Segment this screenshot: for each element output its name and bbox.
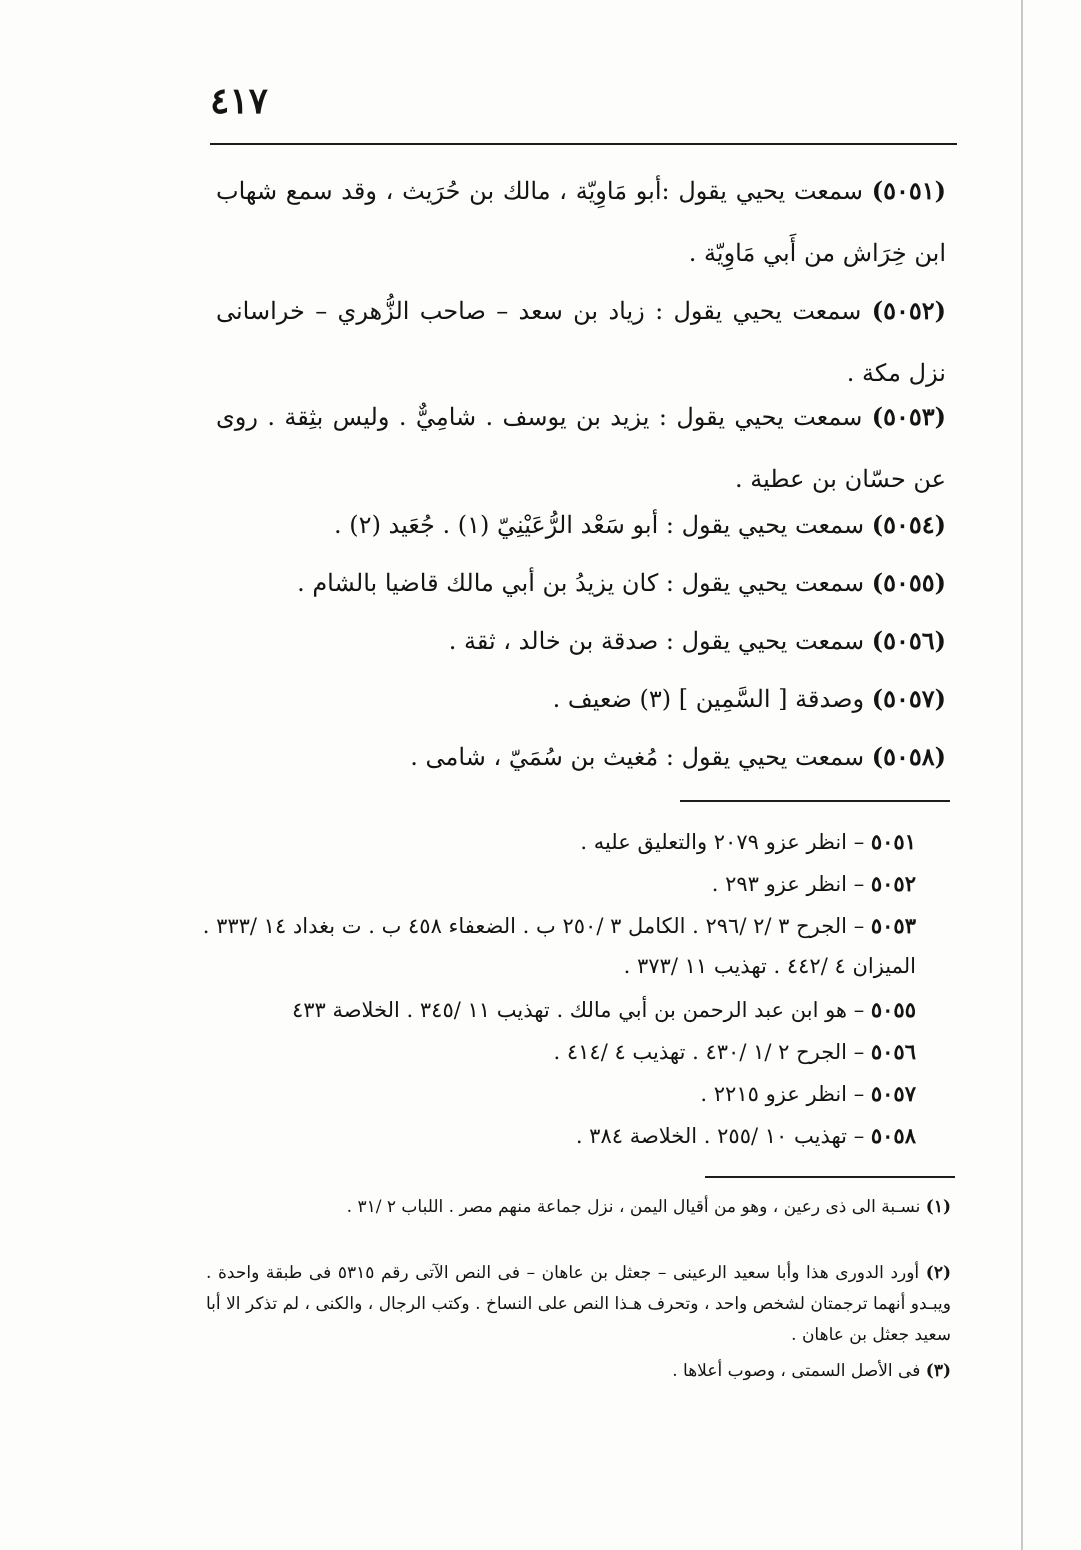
entry-text: سمعت يحيي يقول : يزيد بن يوسف . شامِيٌّ . وليس بثِقة . روى عن حسّان بن عطية . xyxy=(216,403,946,493)
entry-number: (٥٠٥٢) xyxy=(871,296,946,325)
entry-number: (٥٠٥٦) xyxy=(871,626,946,655)
entry-number: (٥٠٥٤) xyxy=(871,510,946,539)
note-text: الجرح ٣ /٢ /٢٩٦ . الكامل ٣ /٢٥٠ ب . الضعفاء ٤٥٨ ب . ت بغداد ١٤ /٣٣٣ . الميزان ٤ /٤٤٢ . تهذيب ١١ /٣٧٣ . xyxy=(202,914,916,978)
entry-number: (٥٠٥٣) xyxy=(871,402,946,431)
note-5053: ٥٠٥٣ – الجرح ٣ /٢ /٢٩٦ . الكامل ٣ /٢٥٠ ب . الضعفاء ٤٥٨ ب . ت بغداد ١٤ /٣٣٣ . الميزان ٤ /٤٤٢ . تهذيب ١١ /٣٧٣ . xyxy=(202,913,916,978)
entry-5058 xyxy=(216,726,946,788)
entry-number: (٥٠٥٥) xyxy=(871,568,946,597)
footnote-2 xyxy=(206,1258,951,1351)
page-edge-line xyxy=(1021,0,1023,1550)
page-number: ٤١٧ xyxy=(210,80,269,122)
entry-5056 xyxy=(216,610,946,672)
entry-number: (٥٠٥٨) xyxy=(871,742,946,771)
footnote-text: فى الأصل السمتى ، وصوب أعلاها . xyxy=(672,1361,921,1381)
note-number: ٥٠٥٨ xyxy=(870,1123,916,1148)
header-rule xyxy=(210,143,957,145)
note-number: ٥٠٥٧ xyxy=(870,1081,916,1106)
footnotes-rule xyxy=(705,1176,955,1178)
note-number: ٥٠٥٦ xyxy=(870,1039,916,1064)
note-5057: ٥٠٥٧ – انظر عزو ٢٢١٥ . xyxy=(700,1081,916,1106)
entry-number: (٥٠٥٧) xyxy=(871,684,946,713)
entry-text: سمعت يحيي يقول : مُغيث بن سُمَيّ ، شامى . xyxy=(410,743,865,771)
note-5052: ٥٠٥٢ – انظر عزو ٢٩٣ . xyxy=(711,871,916,896)
note-number: ٥٠٥٥ xyxy=(870,997,916,1022)
notes-rule xyxy=(680,800,950,802)
footnote-3 xyxy=(206,1356,951,1387)
note-5055: ٥٠٥٥ – هو ابن عبد الرحمن بن أبي مالك . تهذيب ١١ /٣٤٥ . الخلاصة ٤٣٣ xyxy=(291,997,916,1022)
note-number: ٥٠٥٣ xyxy=(870,913,916,938)
note-number: ٥٠٥١ xyxy=(870,829,916,854)
note-text: انظر عزو ٢٩٣ . xyxy=(711,872,848,896)
entry-5053 xyxy=(216,386,946,510)
entry-text: وصدقة [ السَّمِين ] (٣) ضعيف . xyxy=(552,685,865,713)
entry-5054 xyxy=(216,494,946,556)
note-5051: ٥٠٥١ – انظر عزو ٢٠٧٩ والتعليق عليه . xyxy=(580,829,916,854)
note-number: ٥٠٥٢ xyxy=(870,871,916,896)
note-text: تهذيب ١٠ /٢٥٥ . الخلاصة ٣٨٤ . xyxy=(575,1124,848,1148)
entry-5055 xyxy=(216,552,946,614)
footnote-1 xyxy=(206,1192,951,1223)
footnote-number: (٣) xyxy=(925,1361,951,1381)
note-5056: ٥٠٥٦ – الجرح ٢ /١ /٤٣٠ . تهذيب ٤ /٤١٤ . xyxy=(553,1039,916,1064)
note-5058: ٥٠٥٨ – تهذيب ١٠ /٢٥٥ . الخلاصة ٣٨٤ . xyxy=(575,1123,916,1148)
entry-text: سمعت يحيي يقول : زياد بن سعد – صاحب الزُّهري – خراسانى نزل مكة . xyxy=(216,297,946,387)
entry-text: سمعت يحيي يقول : أبو سَعْد الرُّعَيْنِيّ (١) . جُعَيد (٢) . xyxy=(334,511,865,539)
entry-5051 xyxy=(216,160,946,284)
footnote-number: (٢) xyxy=(925,1263,952,1283)
footnote-text: نسـبة الى ذى رعين ، وهو من أقيال اليمن ، نزل جماعة منهم مصر . اللباب ٢ /٣١ . xyxy=(346,1197,921,1217)
note-text: الجرح ٢ /١ /٤٣٠ . تهذيب ٤ /٤١٤ . xyxy=(553,1040,848,1064)
entry-number: (٥٠٥١) xyxy=(871,176,946,205)
entry-text: سمعت يحيي يقول : صدقة بن خالد ، ثقة . xyxy=(448,627,865,655)
entry-5057 xyxy=(216,668,946,730)
entry-text: سمعت يحيي يقول :أبو مَاوِيّة ، مالك بن حُرَيث ، وقد سمع شهاب ابن خِرَاش من أَبي مَاوِيّة . xyxy=(216,177,946,267)
note-text: انظر عزو ٢٢١٥ . xyxy=(700,1082,848,1106)
footnote-text: أورد الدورى هذا وأبا سعيد الرعينى – جعثل بن عاهان – فى النص الآتى رقم ٥٣١٥ فى طبقة واحدة . ويبـدو أنهما ترجمتان لشخص واحد ، وتحرف هـذا النص على النساخ . وكتب الرجال ، والكنى ، لم تذكر الا أبا سعيد جعثل بن عاهان . xyxy=(206,1263,951,1345)
footnote-number: (١) xyxy=(925,1197,951,1217)
note-text: هو ابن عبد الرحمن بن أبي مالك . تهذيب ١١ /٣٤٥ . الخلاصة ٤٣٣ xyxy=(291,998,848,1022)
entry-text: سمعت يحيي يقول : كان يزيدُ بن أبي مالك قاضيا بالشام . xyxy=(297,569,865,597)
note-text: انظر عزو ٢٠٧٩ والتعليق عليه . xyxy=(580,830,848,854)
